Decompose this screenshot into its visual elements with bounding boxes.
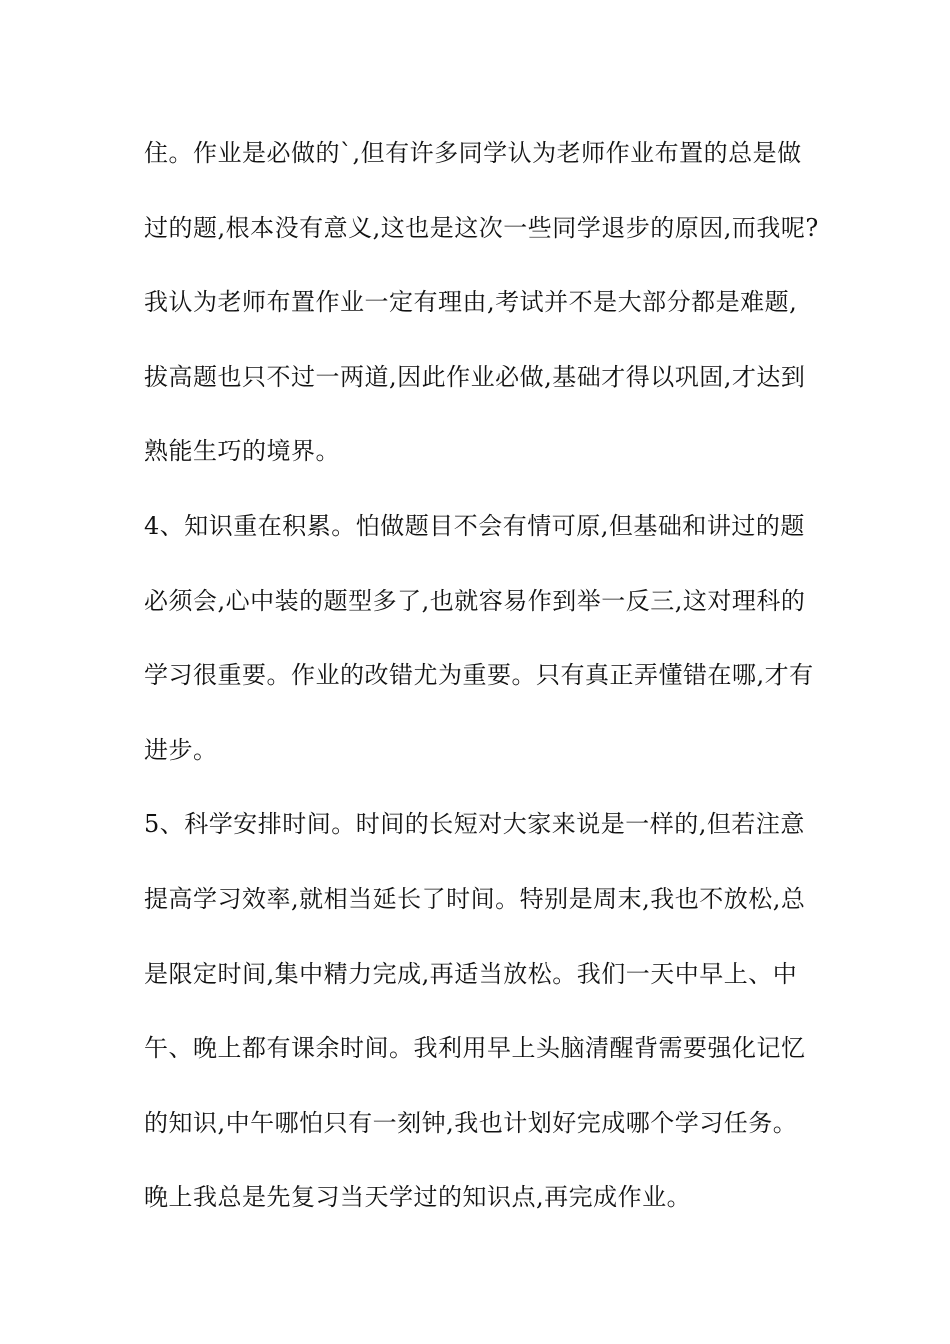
text-line: 拔高题也只不过一两道,因此作业必做,基础才得以巩固,才达到 (144, 362, 806, 391)
text-line: 午、晚上都有课余时间。我利用早上头脑清醒背需要强化记忆 (144, 1034, 806, 1063)
text-line: 学习很重要。作业的改错尤为重要。只有真正弄懂错在哪,才有 (144, 661, 814, 690)
text-line: 5、科学安排时间。时间的长短对大家来说是一样的,但若注意 (144, 810, 805, 839)
text-line: 进步。 (144, 735, 218, 764)
text-line: 熟能生巧的境界。 (144, 437, 340, 466)
text-line: 住。作业是必做的`,但有许多同学认为老师作业布置的总是做 (144, 139, 802, 167)
text-line: 4、知识重在积累。怕做题目不会有情可原,但基础和讲过的题 (144, 511, 805, 540)
text-line: 的知识,中午哪怕只有一刻钟,我也计划好完成哪个学习任务。 (144, 1108, 798, 1137)
text-line: 是限定时间,集中精力完成,再适当放松。我们一天中早上、中 (144, 959, 798, 988)
body-text (144, 129, 819, 1248)
text-line: 过的题,根本没有意义,这也是这次一些同学退步的原因,而我呢? (144, 213, 819, 242)
text-line: 必须会,心中装的题型多了,也就容易作到举一反三,这对理科的 (144, 586, 806, 615)
text-line: 我认为老师布置作业一定有理由,考试并不是大部分都是难题, (144, 288, 798, 317)
text-line: 提高学习效率,就相当延长了时间。特别是周末,我也不放松,总 (144, 884, 806, 913)
text-line: 晚上我总是先复习当天学过的知识点,再完成作业。 (144, 1183, 692, 1212)
